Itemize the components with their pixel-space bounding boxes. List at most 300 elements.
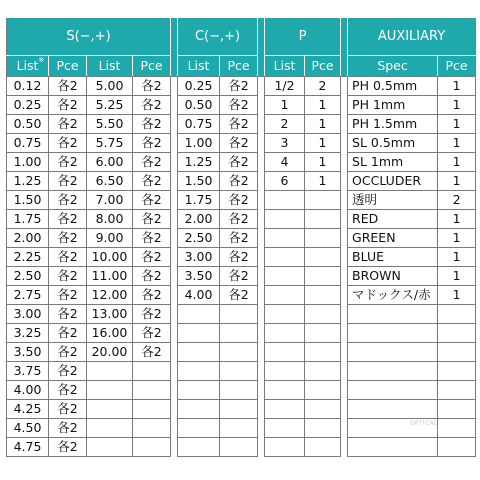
p-pce-cell	[305, 343, 341, 362]
p-pce-cell	[305, 438, 341, 457]
c-list-cell	[178, 362, 220, 381]
aux-spec-cell: PH 1.5mm	[348, 115, 438, 134]
c-pce-cell: 各2	[220, 77, 258, 96]
s2-pce-cell: 各2	[133, 286, 171, 305]
s2-list-cell	[87, 381, 133, 400]
c-pce-cell: 各2	[220, 248, 258, 267]
c-list-cell: 2.00	[178, 210, 220, 229]
column-gap	[171, 286, 178, 305]
s2-list-cell: 5.25	[87, 96, 133, 115]
p-list-cell: 3	[265, 134, 305, 153]
s-list-cell: 3.75	[7, 362, 49, 381]
aux-spec-cell: RED	[348, 210, 438, 229]
column-gap	[171, 19, 178, 56]
c-list-cell: 0.25	[178, 77, 220, 96]
aux-spec-cell: SL 1mm	[348, 153, 438, 172]
s-list-cell: 3.25	[7, 324, 49, 343]
p-list-cell	[265, 324, 305, 343]
p-list-cell	[265, 286, 305, 305]
table-row	[7, 305, 476, 324]
s-pce-cell: 各2	[49, 134, 87, 153]
s2-list-cell: 5.75	[87, 134, 133, 153]
c-list-cell	[178, 343, 220, 362]
column-gap	[341, 19, 348, 56]
c-pce-cell: 各2	[220, 210, 258, 229]
c-pce-cell: 各2	[220, 96, 258, 115]
s-pce-cell: 各2	[49, 324, 87, 343]
s-list-cell: 2.50	[7, 267, 49, 286]
table-row	[7, 419, 476, 438]
c-pce-cell	[220, 438, 258, 457]
column-gap	[171, 248, 178, 267]
table-row	[7, 115, 476, 134]
p-list-cell: 1/2	[265, 77, 305, 96]
s-list-header	[7, 56, 49, 77]
s-list-cell: 2.00	[7, 229, 49, 248]
aux-group-header: AUXILIARY	[348, 19, 476, 56]
aux-pce-cell: 1	[438, 172, 476, 191]
aux-spec-cell	[348, 324, 438, 343]
s2-list-cell: 10.00	[87, 248, 133, 267]
aux-pce-cell: 1	[438, 229, 476, 248]
s2-list-cell: 20.00	[87, 343, 133, 362]
s2-pce-cell: 各2	[133, 172, 171, 191]
table-row	[7, 324, 476, 343]
column-gap	[341, 248, 348, 267]
s2-pce-cell: 各2	[133, 267, 171, 286]
c-list-header: List	[178, 56, 220, 77]
c-list-cell: 0.75	[178, 115, 220, 134]
column-gap	[258, 400, 265, 419]
column-gap	[341, 400, 348, 419]
s2-pce-cell: 各2	[133, 324, 171, 343]
p-pce-cell: 2	[305, 77, 341, 96]
column-gap	[171, 77, 178, 96]
s-pce-cell: 各2	[49, 343, 87, 362]
s-pce-cell: 各2	[49, 172, 87, 191]
p-list-cell: 1	[265, 96, 305, 115]
aux-pce-cell: 1	[438, 286, 476, 305]
s-pce-cell: 各2	[49, 115, 87, 134]
aux-pce-cell	[438, 381, 476, 400]
c-list-cell	[178, 400, 220, 419]
column-gap	[171, 56, 178, 77]
p-list-cell	[265, 343, 305, 362]
c-list-cell: 4.00	[178, 286, 220, 305]
p-pce-cell	[305, 286, 341, 305]
s2-list-cell: 5.50	[87, 115, 133, 134]
note-mark: ※	[38, 56, 45, 64]
s-list-cell: 4.75	[7, 438, 49, 457]
column-gap	[341, 134, 348, 153]
p-pce-cell	[305, 362, 341, 381]
c-pce-cell: 各2	[220, 172, 258, 191]
column-gap	[258, 96, 265, 115]
aux-spec-header: Spec	[348, 56, 438, 77]
column-gap	[171, 191, 178, 210]
aux-pce-cell: 1	[438, 115, 476, 134]
column-gap	[341, 229, 348, 248]
s2-pce-cell: 各2	[133, 248, 171, 267]
c-pce-header: Pce	[220, 56, 258, 77]
lens-set-table	[6, 18, 476, 457]
p-pce-cell	[305, 305, 341, 324]
table-row	[7, 286, 476, 305]
column-gap	[341, 77, 348, 96]
c-pce-cell	[220, 343, 258, 362]
aux-spec-cell	[348, 305, 438, 324]
column-gap	[258, 305, 265, 324]
column-gap	[171, 96, 178, 115]
s2-pce-cell	[133, 419, 171, 438]
s-list-cell: 2.75	[7, 286, 49, 305]
column-gap	[341, 153, 348, 172]
s2-list-cell: 6.00	[87, 153, 133, 172]
c-pce-cell: 各2	[220, 134, 258, 153]
column-header-row	[7, 56, 476, 77]
p-pce-cell: 1	[305, 96, 341, 115]
column-gap	[341, 343, 348, 362]
c-list-cell	[178, 419, 220, 438]
column-gap	[171, 210, 178, 229]
s2-pce-cell	[133, 438, 171, 457]
s-list-cell: 4.25	[7, 400, 49, 419]
column-gap	[258, 267, 265, 286]
s-pce-cell: 各2	[49, 362, 87, 381]
column-gap	[171, 343, 178, 362]
c-pce-cell	[220, 381, 258, 400]
column-gap	[341, 438, 348, 457]
s-pce-cell: 各2	[49, 96, 87, 115]
p-list-cell	[265, 381, 305, 400]
column-gap	[171, 134, 178, 153]
table-row	[7, 381, 476, 400]
column-gap	[258, 115, 265, 134]
aux-spec-cell: GREEN	[348, 229, 438, 248]
p-pce-cell: 1	[305, 134, 341, 153]
c-list-cell: 0.50	[178, 96, 220, 115]
column-gap	[341, 286, 348, 305]
table-row	[7, 172, 476, 191]
s2-list-cell: 6.50	[87, 172, 133, 191]
p-list-cell	[265, 305, 305, 324]
c-list-cell	[178, 438, 220, 457]
column-gap	[258, 19, 265, 56]
s2-pce-header: Pce	[133, 56, 171, 77]
s2-list-cell: 13.00	[87, 305, 133, 324]
s2-pce-cell	[133, 362, 171, 381]
p-list-cell	[265, 400, 305, 419]
s2-pce-cell: 各2	[133, 343, 171, 362]
p-pce-cell	[305, 324, 341, 343]
column-gap	[171, 305, 178, 324]
c-group-header: C(−,+)	[178, 19, 258, 56]
s-list-cell: 0.25	[7, 96, 49, 115]
aux-pce-cell	[438, 419, 476, 438]
column-gap	[258, 343, 265, 362]
p-pce-cell	[305, 267, 341, 286]
c-pce-cell	[220, 400, 258, 419]
c-pce-cell: 各2	[220, 153, 258, 172]
s2-list-cell: 16.00	[87, 324, 133, 343]
p-pce-cell	[305, 210, 341, 229]
p-list-cell	[265, 191, 305, 210]
table-row	[7, 96, 476, 115]
column-gap	[171, 267, 178, 286]
aux-pce-cell: 1	[438, 248, 476, 267]
p-pce-header: Pce	[305, 56, 341, 77]
p-pce-cell: 1	[305, 153, 341, 172]
column-gap	[341, 115, 348, 134]
p-list-cell: 6	[265, 172, 305, 191]
s2-pce-cell: 各2	[133, 77, 171, 96]
table-body	[7, 77, 476, 457]
p-pce-cell: 1	[305, 115, 341, 134]
column-gap	[341, 305, 348, 324]
s-pce-cell: 各2	[49, 248, 87, 267]
aux-pce-cell: 1	[438, 96, 476, 115]
s-group-header: S(−,+)	[7, 19, 171, 56]
s2-pce-cell: 各2	[133, 115, 171, 134]
s-list-cell: 0.12	[7, 77, 49, 96]
s2-pce-cell: 各2	[133, 305, 171, 324]
aux-pce-cell: 1	[438, 210, 476, 229]
s-pce-cell: 各2	[49, 438, 87, 457]
s-list-cell: 0.75	[7, 134, 49, 153]
p-pce-cell	[305, 381, 341, 400]
column-gap	[341, 381, 348, 400]
column-gap	[258, 134, 265, 153]
s-list-cell: 4.00	[7, 381, 49, 400]
aux-spec-cell: PH 0.5mm	[348, 77, 438, 96]
p-pce-cell: 1	[305, 172, 341, 191]
column-gap	[171, 324, 178, 343]
c-list-cell	[178, 324, 220, 343]
column-gap	[258, 191, 265, 210]
column-gap	[341, 191, 348, 210]
s2-pce-cell: 各2	[133, 210, 171, 229]
c-pce-cell: 各2	[220, 267, 258, 286]
column-gap	[341, 419, 348, 438]
group-header-row	[7, 19, 476, 56]
aux-spec-cell	[348, 362, 438, 381]
s2-pce-cell	[133, 381, 171, 400]
p-list-cell	[265, 438, 305, 457]
table-row	[7, 210, 476, 229]
column-gap	[341, 172, 348, 191]
aux-pce-cell	[438, 362, 476, 381]
c-pce-cell	[220, 305, 258, 324]
column-gap	[258, 77, 265, 96]
s2-list-header: List	[87, 56, 133, 77]
list-header-label: List	[16, 58, 39, 73]
watermark: OPTICAL	[410, 420, 438, 427]
s2-list-cell	[87, 362, 133, 381]
s-pce-cell: 各2	[49, 286, 87, 305]
table-row	[7, 191, 476, 210]
s-list-cell: 1.75	[7, 210, 49, 229]
s2-pce-cell: 各2	[133, 96, 171, 115]
s2-pce-cell: 各2	[133, 153, 171, 172]
column-gap	[258, 362, 265, 381]
aux-pce-cell	[438, 305, 476, 324]
aux-pce-cell: 1	[438, 267, 476, 286]
aux-spec-cell: PH 1mm	[348, 96, 438, 115]
s2-list-cell	[87, 419, 133, 438]
lens-set-table-container	[6, 18, 476, 457]
column-gap	[258, 229, 265, 248]
c-pce-cell: 各2	[220, 229, 258, 248]
p-pce-cell	[305, 400, 341, 419]
table-row	[7, 343, 476, 362]
column-gap	[171, 381, 178, 400]
p-list-cell	[265, 248, 305, 267]
s2-list-cell: 11.00	[87, 267, 133, 286]
column-gap	[171, 362, 178, 381]
aux-spec-cell: OCCLUDER	[348, 172, 438, 191]
column-gap	[258, 286, 265, 305]
table-row	[7, 400, 476, 419]
column-gap	[258, 381, 265, 400]
c-pce-cell: 各2	[220, 115, 258, 134]
aux-pce-cell: 1	[438, 153, 476, 172]
table-row	[7, 248, 476, 267]
s-pce-cell: 各2	[49, 229, 87, 248]
c-list-cell	[178, 381, 220, 400]
c-list-cell: 3.50	[178, 267, 220, 286]
s-list-cell: 3.50	[7, 343, 49, 362]
p-list-header: List	[265, 56, 305, 77]
p-list-cell	[265, 229, 305, 248]
table-row	[7, 362, 476, 381]
column-gap	[341, 324, 348, 343]
aux-pce-cell	[438, 438, 476, 457]
p-group-header: P	[265, 19, 341, 56]
column-gap	[258, 153, 265, 172]
aux-pce-cell	[438, 400, 476, 419]
s-pce-cell: 各2	[49, 153, 87, 172]
s-pce-cell: 各2	[49, 305, 87, 324]
s-list-cell: 1.50	[7, 191, 49, 210]
c-list-cell: 3.00	[178, 248, 220, 267]
s2-pce-cell: 各2	[133, 229, 171, 248]
aux-pce-cell	[438, 343, 476, 362]
column-gap	[171, 419, 178, 438]
s-pce-cell: 各2	[49, 381, 87, 400]
aux-spec-cell: 透明	[348, 191, 438, 210]
s-list-cell: 1.25	[7, 172, 49, 191]
table-row	[7, 229, 476, 248]
c-pce-cell	[220, 419, 258, 438]
p-list-cell	[265, 267, 305, 286]
s-list-cell: 3.00	[7, 305, 49, 324]
table-row	[7, 438, 476, 457]
column-gap	[341, 267, 348, 286]
table-row	[7, 153, 476, 172]
c-list-cell: 2.50	[178, 229, 220, 248]
c-list-cell: 1.75	[178, 191, 220, 210]
s2-list-cell: 5.00	[87, 77, 133, 96]
aux-spec-cell	[348, 400, 438, 419]
column-gap	[171, 229, 178, 248]
c-list-cell: 1.25	[178, 153, 220, 172]
p-list-cell: 2	[265, 115, 305, 134]
s-pce-cell: 各2	[49, 400, 87, 419]
p-pce-cell	[305, 229, 341, 248]
s-pce-cell: 各2	[49, 191, 87, 210]
column-gap	[341, 56, 348, 77]
column-gap	[258, 172, 265, 191]
s2-pce-cell: 各2	[133, 191, 171, 210]
p-pce-cell	[305, 419, 341, 438]
column-gap	[258, 324, 265, 343]
s-pce-cell: 各2	[49, 77, 87, 96]
s-list-cell: 0.50	[7, 115, 49, 134]
s2-list-cell: 7.00	[87, 191, 133, 210]
s-list-cell: 1.00	[7, 153, 49, 172]
s2-list-cell: 8.00	[87, 210, 133, 229]
aux-spec-cell: SL 0.5mm	[348, 134, 438, 153]
s2-list-cell: 12.00	[87, 286, 133, 305]
aux-pce-cell: 1	[438, 77, 476, 96]
c-list-cell	[178, 305, 220, 324]
p-list-cell	[265, 362, 305, 381]
c-list-cell: 1.00	[178, 134, 220, 153]
column-gap	[341, 210, 348, 229]
column-gap	[258, 438, 265, 457]
column-gap	[258, 56, 265, 77]
column-gap	[258, 419, 265, 438]
s-pce-cell: 各2	[49, 267, 87, 286]
column-gap	[171, 438, 178, 457]
s2-list-cell: 9.00	[87, 229, 133, 248]
c-pce-cell	[220, 362, 258, 381]
column-gap	[171, 400, 178, 419]
s2-list-cell	[87, 400, 133, 419]
p-list-cell	[265, 419, 305, 438]
column-gap	[171, 115, 178, 134]
s2-pce-cell	[133, 400, 171, 419]
table-row	[7, 267, 476, 286]
column-gap	[258, 248, 265, 267]
p-list-cell: 4	[265, 153, 305, 172]
c-pce-cell: 各2	[220, 191, 258, 210]
s2-pce-cell: 各2	[133, 134, 171, 153]
s2-list-cell	[87, 438, 133, 457]
s-pce-header: Pce	[49, 56, 87, 77]
p-pce-cell	[305, 191, 341, 210]
table-row	[7, 134, 476, 153]
aux-pce-cell: 2	[438, 191, 476, 210]
p-pce-cell	[305, 248, 341, 267]
aux-spec-cell: マドックス/赤	[348, 286, 438, 305]
p-list-cell	[265, 210, 305, 229]
table-row	[7, 77, 476, 96]
aux-pce-cell: 1	[438, 134, 476, 153]
column-gap	[171, 153, 178, 172]
column-gap	[341, 96, 348, 115]
column-gap	[258, 210, 265, 229]
aux-spec-cell	[348, 381, 438, 400]
c-pce-cell	[220, 324, 258, 343]
s-pce-cell: 各2	[49, 419, 87, 438]
aux-spec-cell	[348, 343, 438, 362]
s-list-cell: 4.50	[7, 419, 49, 438]
aux-pce-header: Pce	[438, 56, 476, 77]
s-pce-cell: 各2	[49, 210, 87, 229]
aux-spec-cell: BLUE	[348, 248, 438, 267]
c-pce-cell: 各2	[220, 286, 258, 305]
